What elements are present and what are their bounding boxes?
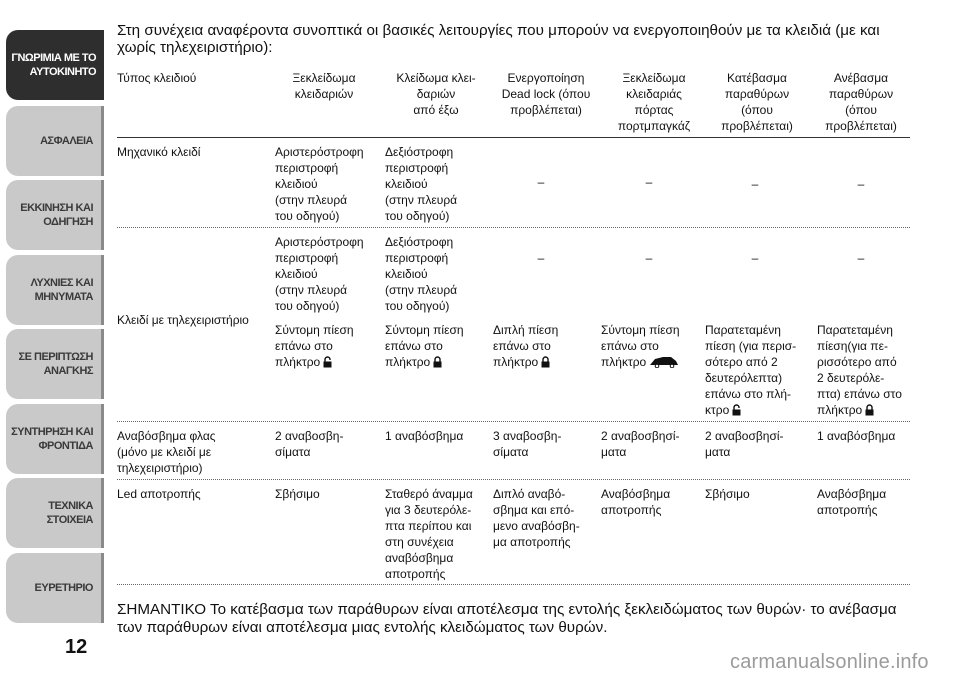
tab-safety[interactable] [6, 106, 104, 176]
row-led-windows-down: Σβήσιμο [705, 487, 750, 501]
row-flashes-type: Αναβόσβημα φλας (μόνο με κλειδί με τηλεχειριστήριο) [117, 429, 216, 475]
row-mechanical-windows-up: – [857, 177, 865, 191]
padlock-open-icon [323, 356, 332, 368]
tab-label: ΣΕ ΠΕΡΙΠΤΩΣΗ ΑΝΑΓΚΗΣ [18, 351, 93, 377]
row-led-unlock: Σβήσιμο [275, 487, 320, 501]
cell-text: Παρατεταμένη πίεση (για περισ- σότερο από 2 δευτερόλεπτα) επάνω στο πλή- κτρο [705, 323, 797, 417]
tab-starting-driving[interactable] [6, 180, 104, 250]
row-led-deadlock: Διπλό αναβό- σβημα και επό- μενο αναβόσβη- μα αποτροπής [493, 487, 580, 549]
tab-label: ΕΚΚΙΝΗΣΗ ΚΑΙ ΟΔΗΓΗΣΗ [20, 202, 93, 228]
row-flashes-windows-up: 1 αναβόσβημα [817, 429, 896, 443]
tab-label: ΓΝΩΡΙΜΙΑ ΜΕ ΤΟ ΑΥΤΟΚΙΝΗΤΟ [11, 52, 96, 78]
tab-label: ΤΕΧΝΙΚΑ ΣΤΟΙΧΕΙΑ [46, 500, 93, 526]
cell-text: Σύντομη πίεση επάνω στο πλήκτρο [601, 323, 680, 369]
header-key-type: Τύπος κλειδιού [117, 71, 197, 85]
row-flashes-windows-down: 2 αναβοσβησί- ματα [705, 429, 784, 459]
row-remote-windows-up-button [817, 322, 913, 418]
header-lock-outside: Κλείδωμα κλει- δαριών από έξω [396, 71, 476, 117]
header-unlock: Ξεκλείδωμα κλειδαριών [292, 71, 356, 101]
tab-label: ΛΥΧΝΙΕΣ ΚΑΙ ΜΗΝΥΜΑΤΑ [30, 277, 93, 303]
row-remote-tailgate-key: – [645, 251, 653, 265]
row-divider [117, 421, 910, 422]
row-remote-unlock-button [275, 322, 385, 370]
tab-getting-to-know-vehicle[interactable] [6, 30, 104, 100]
row-remote-lock-button [385, 322, 495, 370]
row-remote-unlock-key: Αριστερόστροφη περιστροφή κλειδιού (στην πλευρά του οδηγού) [275, 235, 364, 313]
padlock-open-icon [732, 404, 741, 416]
header-deadlock: Ενεργοποίηση Dead lock (όπου προβλέπεται) [501, 71, 591, 117]
row-mechanical-tailgate: – [645, 175, 653, 189]
row-flashes-deadlock: 3 αναβοσβη- σίματα [493, 429, 562, 459]
row-led-lock: Σταθερό άναμμα για 3 δευτερόλε- πτα περίπου και στη συνέχεια αναβόσβημα αποτροπής [385, 487, 473, 581]
tab-label: ΣΥΝΤΗΡΗΣΗ ΚΑΙ ΦΡΟΝΤΙΔΑ [11, 426, 93, 452]
tab-index[interactable] [6, 553, 104, 623]
padlock-icon [865, 404, 874, 416]
table-bottom-divider [117, 584, 910, 585]
tab-warning-lights[interactable] [6, 255, 104, 325]
row-remote-key-type: Κλειδί με τηλεχειριστήριο [117, 313, 249, 327]
row-divider [117, 479, 910, 480]
key-functions-table [117, 66, 910, 586]
row-led-type: Led αποτροπής [117, 487, 201, 501]
row-remote-tailgate-button [601, 322, 711, 370]
row-flashes-lock: 1 αναβόσβημα [385, 429, 464, 443]
padlock-icon [541, 356, 550, 368]
tab-emergency[interactable] [6, 329, 104, 399]
row-mechanical-key-type: Μηχανικό κλειδί [117, 145, 201, 159]
watermark-text: carmanualsonline.info [730, 651, 929, 673]
row-divider [117, 227, 910, 228]
tab-technical-data[interactable] [6, 478, 104, 548]
row-flashes-unlock: 2 αναβοσβη- σίματα [275, 429, 344, 459]
tab-maintenance[interactable] [6, 404, 104, 474]
tailgate-car-icon [649, 354, 679, 368]
row-mechanical-unlock: Αριστερόστροφη περιστροφή κλειδιού (στην πλευρά του οδηγού) [275, 145, 364, 223]
cell-text: Σύντομη πίεση επάνω στο πλήκτρο [385, 323, 464, 369]
header-unlock-tailgate: Ξεκλείδωμα κλειδαριάς πόρτας πορτμπαγκάζ [617, 71, 691, 133]
row-remote-windows-down-key: – [751, 251, 759, 265]
chapter-sidebar [0, 0, 104, 677]
header-windows-down: Κατέβασμα παραθύρων (όπου προβλέπεται) [721, 71, 793, 133]
row-remote-windows-up-key: – [857, 251, 865, 265]
row-led-tailgate: Αναβόσβημα αποτροπής [601, 487, 671, 517]
tab-label: ΕΥΡΕΤΗΡΙΟ [34, 582, 93, 594]
important-note: ΣΗΜΑΝΤΙΚΟ Το κατέβασμα των παράθυρων είναι αποτέλεσμα της εντολής ξεκλειδώματος των θυρών· το ανέβασμα των παράθυρων είναι αποτέλεσμα μιας εντολής κλειδώματος των θυρών. [117, 601, 897, 636]
row-led-windows-up: Αναβόσβημα αποτροπής [817, 487, 887, 517]
row-mechanical-deadlock: – [537, 175, 545, 189]
intro-paragraph: Στη συνέχεια αναφέροντα συνοπτικά οι βασικές λειτουργίες που μπορούν να ενεργοποιηθούν με τα κλειδιά (με και χωρίς τηλεχειριστήριο): [117, 22, 880, 56]
tab-label: ΑΣΦΑΛΕΙΑ [40, 135, 93, 147]
cell-text: Διπλή πίεση επάνω στο πλήκτρο [493, 323, 559, 369]
header-divider [117, 137, 910, 138]
row-remote-lock-key: Δεξιόστροφη περιστροφή κλειδιού (στην πλευρά του οδηγού) [385, 235, 458, 313]
cell-text: Παρατεταμένη πίεση(για πε- ρισσότερο από 2 δευτερόλε- πτα) επάνω στο πλήκτρο [817, 323, 902, 417]
row-flashes-tailgate: 2 αναβοσβησί- ματα [601, 429, 680, 459]
row-remote-deadlock-button [493, 322, 603, 370]
header-windows-up: Ανέβασμα παραθύρων (όπου προβλέπεται) [825, 71, 897, 133]
page-number: 12 [65, 636, 88, 658]
row-mechanical-lock: Δεξιόστροφη περιστροφή κλειδιού (στην πλευρά του οδηγού) [385, 145, 458, 223]
padlock-icon [433, 356, 442, 368]
cell-text: Σύντομη πίεση επάνω στο πλήκτρο [275, 323, 354, 369]
row-mechanical-windows-down: – [751, 177, 759, 191]
intro-block [117, 22, 910, 56]
row-remote-windows-down-button [705, 322, 811, 418]
row-remote-deadlock-key: – [537, 251, 545, 265]
